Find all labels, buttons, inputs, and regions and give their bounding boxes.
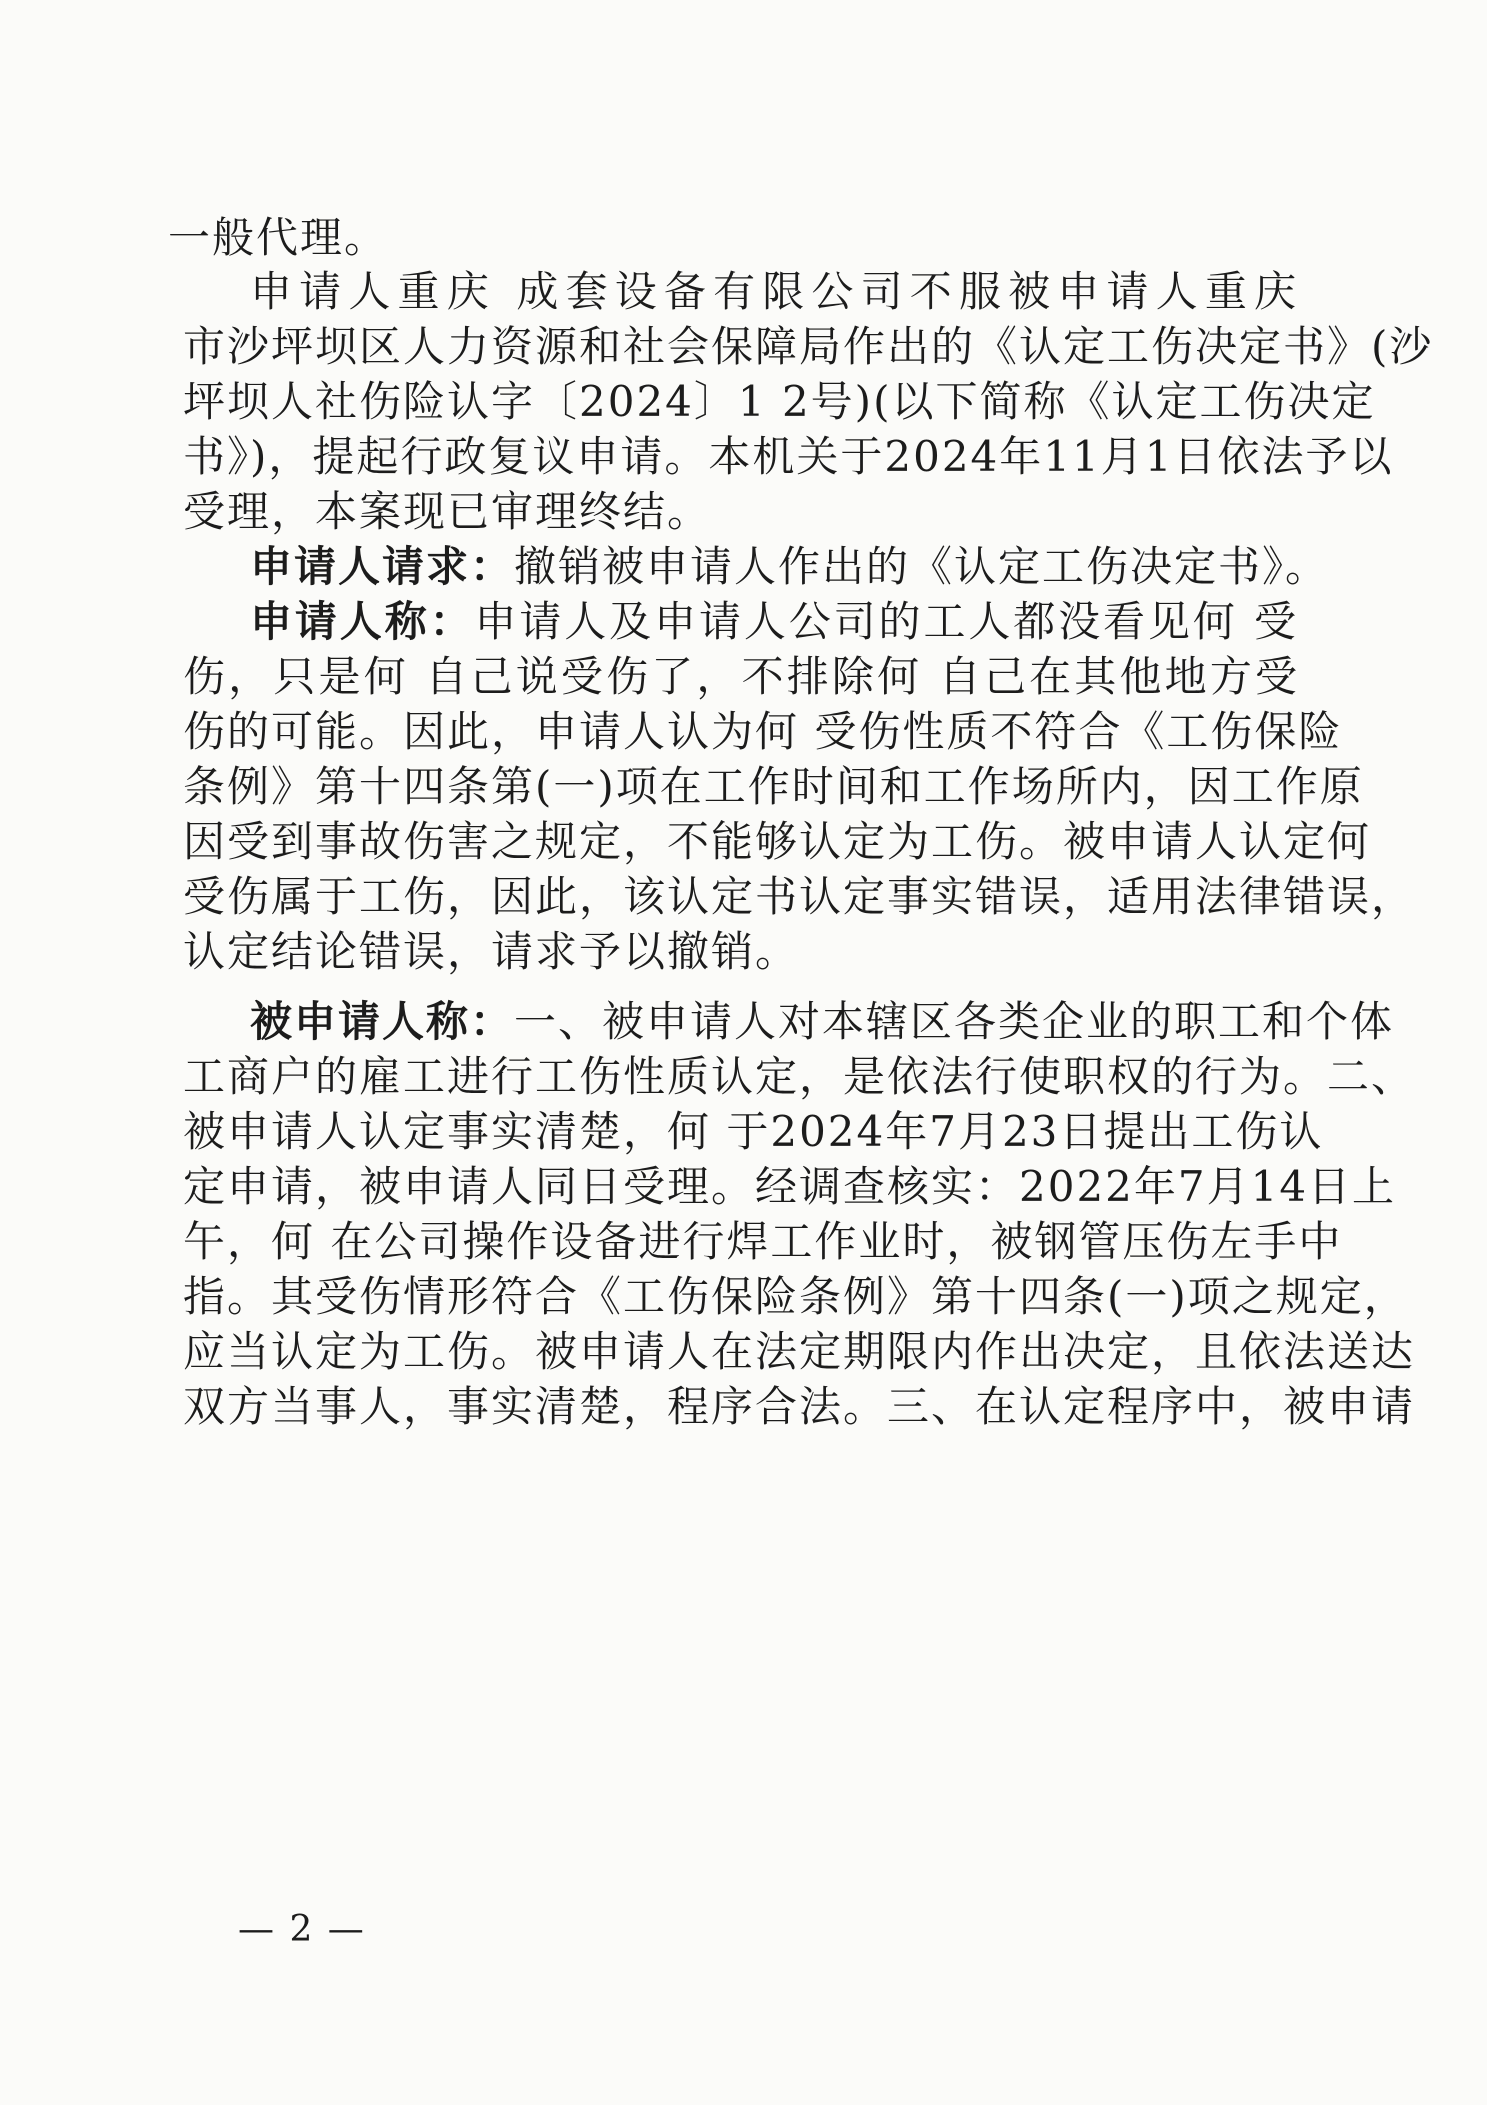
- text-line: 伤，只是何 自己说受伤了，不排除何 自己在其他地方受: [183, 652, 1299, 701]
- text-line: 受理，本案现已审理终结。: [183, 487, 712, 536]
- text-line: 市沙坪坝区人力资源和社会保障局作出的《认定工伤决定书》(沙: [183, 322, 1434, 371]
- text-line: 因受到事故伤害之规定，不能够认定为工伤。被申请人认定何: [183, 817, 1372, 866]
- text-line: 一般代理。: [168, 213, 389, 262]
- page-number: — 2 —: [238, 1909, 366, 1950]
- text-line: 申请人重庆 成套设备有限公司不服被申请人重庆: [250, 267, 1298, 316]
- text-line: 伤的可能。因此，申请人认为何 受伤性质不符合《工伤保险: [183, 707, 1343, 756]
- text-line: 书》)，提起行政复议申请。本机关于2024年11月1日依法予以: [183, 432, 1394, 481]
- text-line: 应当认定为工伤。被申请人在法定期限内作出决定，且依法送达: [183, 1327, 1416, 1376]
- text-line: 定申请，被申请人同日受理。经调查核实：2022年7月14日上: [183, 1162, 1397, 1211]
- applicant-statement-paragraph: 申请人称：申请人及申请人公司的工人都没看见何 受: [250, 597, 1298, 646]
- text-line: 坪坝人社伤险认字〔2024〕1 2号)(以下简称《认定工伤决定: [183, 377, 1376, 426]
- section-label: 申请人请求：: [250, 542, 515, 591]
- text-line: 被申请人认定事实清楚，何 于2024年7月23日提出工伤认: [183, 1107, 1324, 1156]
- text-line: 双方当事人，事实清楚，程序合法。三、在认定程序中，被申请: [183, 1382, 1416, 1431]
- section-label: 被申请人称：: [250, 997, 515, 1046]
- text-line: 条例》第十四条第(一)项在工作时间和工作场所内，因工作原: [183, 762, 1364, 811]
- section-label: 申请人称：: [250, 597, 475, 646]
- text-line: 受伤属于工伤，因此，该认定书认定事实错误，适用法律错误，: [183, 872, 1416, 921]
- text-line: 认定结论错误，请求予以撤销。: [183, 927, 800, 976]
- respondent-statement-paragraph: 被申请人称：一、被申请人对本辖区各类企业的职工和个体: [250, 997, 1395, 1046]
- text-line: 工商户的雇工进行工伤性质认定，是依法行使职权的行为。二、: [183, 1052, 1416, 1101]
- text-line: 午，何 在公司操作设备进行焊工作业时，被钢管压伤左手中: [183, 1217, 1343, 1266]
- applicant-request-paragraph: 申请人请求：撤销被申请人作出的《认定工伤决定书》。: [250, 542, 1330, 591]
- text-line: 指。其受伤情形符合《工伤保险条例》第十四条(一)项之规定，: [183, 1272, 1408, 1321]
